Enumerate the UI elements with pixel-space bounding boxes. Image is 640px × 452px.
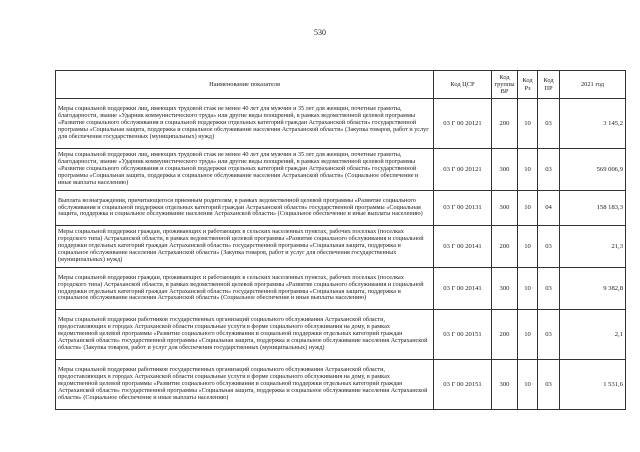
amount-2021: 2,1: [560, 310, 626, 360]
pr-code: 04: [538, 191, 560, 226]
table-header: [56, 71, 626, 99]
indicator-name: Меры социальной поддержки работников государственных организаций социального обслуживания Астраханской области, предоставляющих в городах Астраханской области социальные услуги в форме социального обслуживания на дому, в рамках ведомственной целевой программы «Развитие социального обслуживания и социальной поддержки отдельных категорий граждан Астраханской области» государственной программы «Социальная защита, поддержка и социальное обслуживание населения Астраханской области» (Социальное обеспечение и иные выплаты населению): [56, 360, 434, 410]
amount-2021: 1 531,6: [560, 360, 626, 410]
rz-code: 10: [518, 310, 538, 360]
page-number: 530: [314, 28, 326, 37]
header-row: [56, 71, 626, 99]
csr-code: 03 Г 00 20151: [434, 360, 492, 410]
csr-code: 03 Г 00 20141: [434, 268, 492, 310]
csr-code: 03 Г 00 20121: [434, 149, 492, 191]
header-vr-group-code: Код группы ВР: [492, 71, 518, 99]
indicator-name: Меры социальной поддержки граждан, проживающих и работающих в сельских населенных пунктах, рабочих поселках (поселках городского типа) Астраханской области, в рамках ведомственной целевой программы «Развитие социального обслуживания и социальной поддержки отдельных категорий граждан Астраханской области» государственной программы «Социальная защита, поддержка и социальное обслуживание населения Астраханской области» (Социальное обеспечение и иные выплаты населению): [56, 268, 434, 310]
indicator-name: Меры социальной поддержки лиц, имеющих трудовой стаж не менее 40 лет для мужчин и 35 лет для женщин, почетные грамоты, благодарности, звание «Ударник коммунистического труда» или другие виды поощрений, в рамках ведомственной целевой программы «Развитие социального обслуживания и социальной поддержки отдельных категорий граждан Астраханской области» государственной программы «Социальная защита, поддержка и социальное обслуживание населения Астраханской области» (Закупка товаров, работ и услуг для обеспечения государственных (муниципальных) нужд): [56, 99, 434, 149]
csr-code: 03 Г 00 20151: [434, 310, 492, 360]
header-rz-code: Код Рз: [518, 71, 538, 99]
pr-code: 03: [538, 226, 560, 268]
vr-code: 300: [492, 191, 518, 226]
csr-code: 03 Г 00 20141: [434, 226, 492, 268]
vr-code: 300: [492, 268, 518, 310]
pr-code: 03: [538, 149, 560, 191]
table-row: [56, 268, 626, 310]
rz-code: 10: [518, 268, 538, 310]
rz-code: 10: [518, 191, 538, 226]
table-row: [56, 360, 626, 410]
indicator-name: Меры социальной поддержки лиц, имеющих трудовой стаж не менее 40 лет для мужчин и 35 лет для женщин, почетные грамоты, благодарности, звание «Ударник коммунистического труда» или другие виды поощрений, в рамках ведомственной целевой программы «Развитие социального обслуживания и социальной поддержки отдельных категорий граждан Астраханской области» государственной программы «Социальная защита, поддержка и социальное обслуживание населения Астраханской области» (Социальное обеспечение и иные выплаты населению): [56, 149, 434, 191]
csr-code: 03 Г 00 20131: [434, 191, 492, 226]
table-row: [56, 226, 626, 268]
indicator-name: Выплата вознаграждения, причитающегося приемным родителям, в рамках ведомственной целевой программы «Развитие социального обслуживания и социальной поддержки отдельных категорий граждан Астраханской области» государственной программы «Социальная защита, поддержка и социальное обслуживание населения Астраханской области» (Социальное обеспечение и иные выплаты населению): [56, 191, 434, 226]
indicator-name: Меры социальной поддержки работников государственных организаций социального обслуживания Астраханской области, предоставляющих в городах Астраханской области социальные услуги в форме социального обслуживания на дому, в рамках ведомственной целевой программы «Развитие социального обслуживания и социальной поддержки отдельных категорий граждан Астраханской области» государственной программы «Социальная защита, поддержка и социальное обслуживание населения Астраханской области» (Закупка товаров, работ и услуг для обеспечения государственных (муниципальных) нужд): [56, 310, 434, 360]
vr-code: 200: [492, 99, 518, 149]
pr-code: 03: [538, 360, 560, 410]
vr-code: 200: [492, 310, 518, 360]
rz-code: 10: [518, 226, 538, 268]
rz-code: 10: [518, 149, 538, 191]
header-pr-code: Код ПР: [538, 71, 560, 99]
amount-2021: 9 382,8: [560, 268, 626, 310]
amount-2021: 158 183,3: [560, 191, 626, 226]
amount-2021: 21,3: [560, 226, 626, 268]
pr-code: 03: [538, 310, 560, 360]
table-row: [56, 99, 626, 149]
table-row: [56, 149, 626, 191]
table-body: [56, 99, 626, 410]
pr-code: 03: [538, 99, 560, 149]
vr-code: 300: [492, 149, 518, 191]
table-row: [56, 191, 626, 226]
vr-code: 200: [492, 226, 518, 268]
budget-table: [55, 70, 626, 410]
table-row: [56, 310, 626, 360]
pr-code: 03: [538, 268, 560, 310]
indicator-name: Меры социальной поддержки граждан, проживающих и работающих в сельских населенных пунктах, рабочих поселках (поселках городского типа) Астраханской области, в рамках ведомственной целевой программы «Развитие социального обслуживания и социальной поддержки отдельных категорий граждан Астраханской области» государственной программы «Социальная защита, поддержка и социальное обслуживание населения Астраханской области» (Закупка товаров, работ и услуг для обеспечения государственных (муниципальных) нужд): [56, 226, 434, 268]
header-year-2021: 2021 год: [560, 71, 626, 99]
amount-2021: 569 006,9: [560, 149, 626, 191]
header-csr-code: Код ЦСР: [434, 71, 492, 99]
rz-code: 10: [518, 360, 538, 410]
header-indicator-name: Наименование показателя: [56, 71, 434, 99]
amount-2021: 3 145,2: [560, 99, 626, 149]
rz-code: 10: [518, 99, 538, 149]
csr-code: 03 Г 00 20121: [434, 99, 492, 149]
vr-code: 300: [492, 360, 518, 410]
